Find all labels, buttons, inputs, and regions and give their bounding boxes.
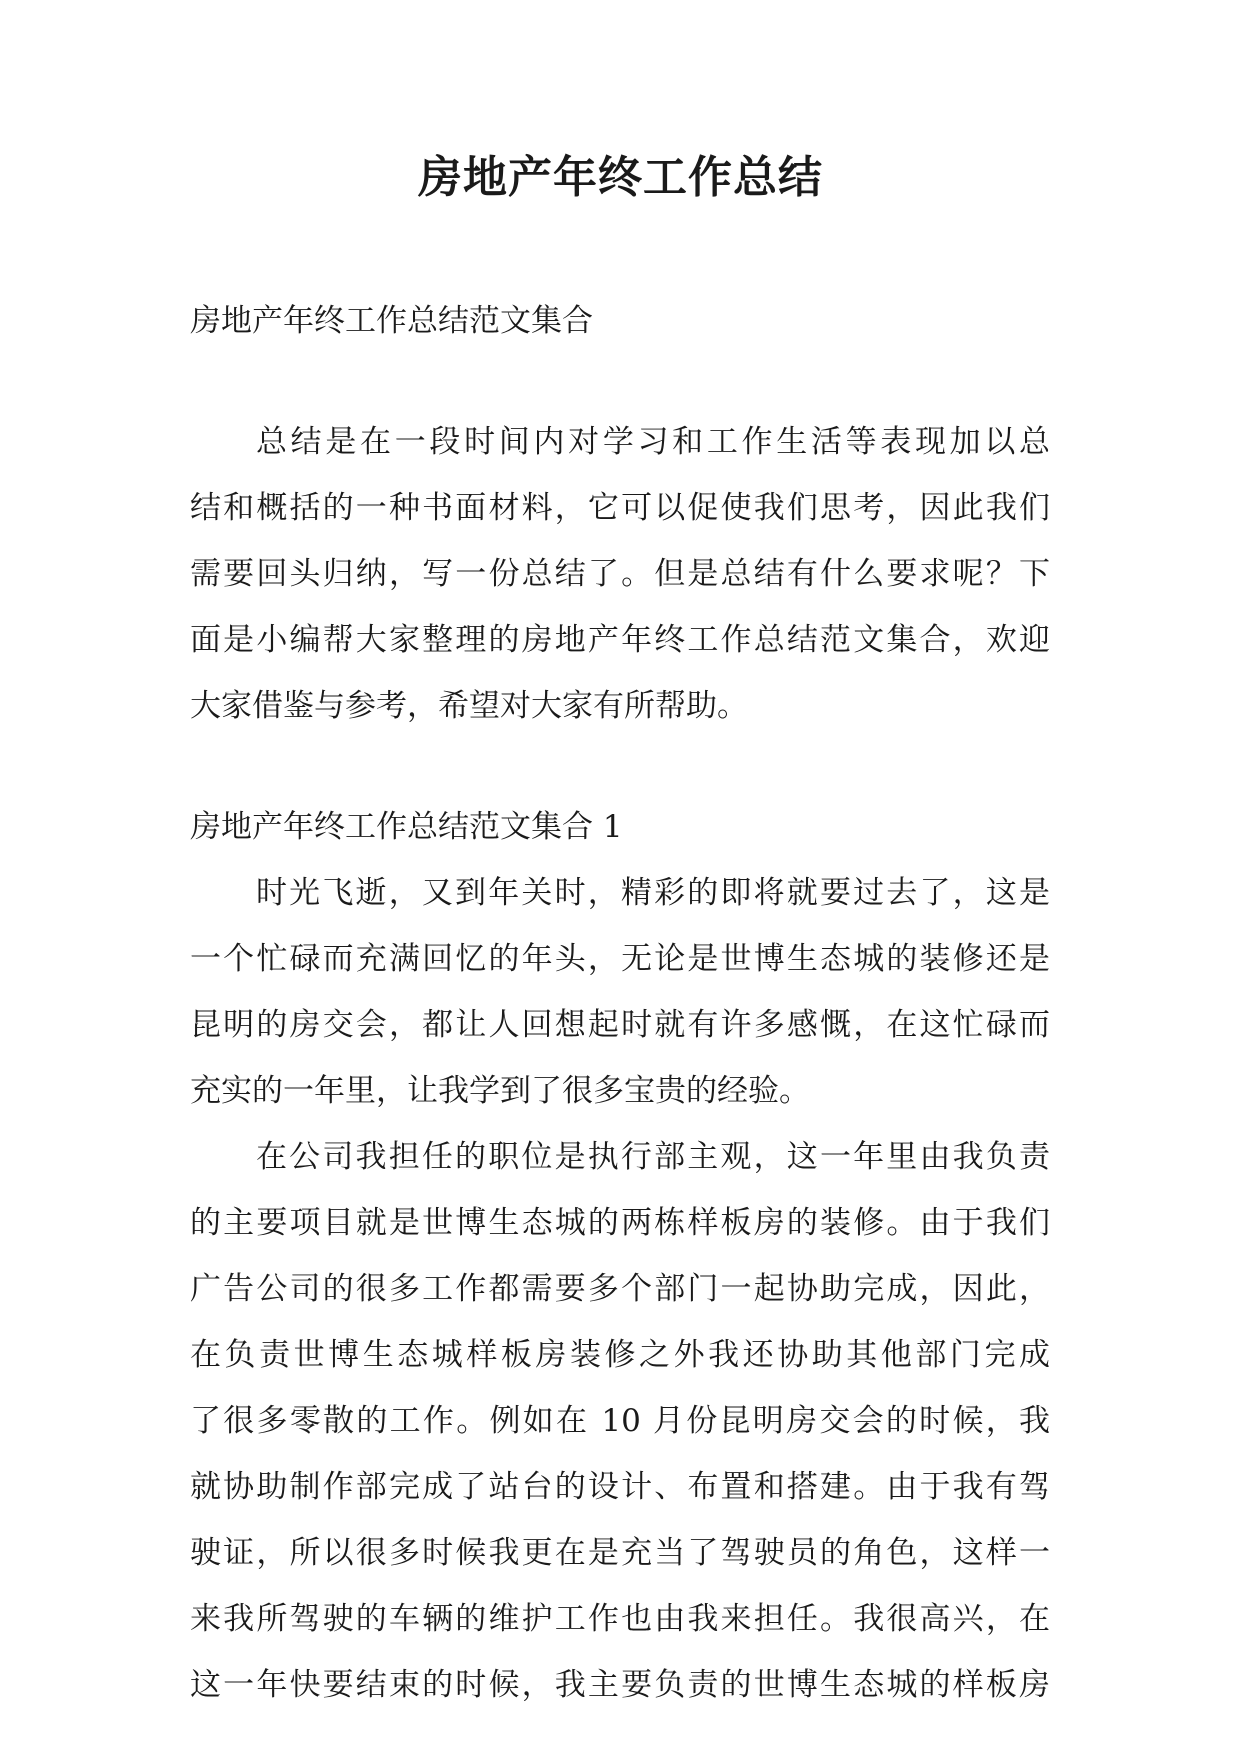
subtitle: 房地产年终工作总结范文集合: [190, 303, 593, 339]
spacer: [190, 354, 1050, 409]
paragraph-line: 时光飞逝，又到年关时，精彩的即将就要过去了，这是: [256, 875, 1050, 911]
paragraph-line: 广告公司的很多工作都需要多个部门一起协助完成，因此，: [190, 1271, 1050, 1307]
intro-line: 结和概括的一种书面材料，它可以促使我们思考，因此我们: [190, 490, 1050, 526]
intro-paragraph: [190, 409, 1050, 739]
paragraph-line: 昆明的房交会，都让人回想起时就有许多感慨，在这忙碌而: [190, 1007, 1050, 1043]
spacer: [190, 739, 1050, 794]
paragraph-1: [190, 860, 1050, 1124]
section-heading: 房地产年终工作总结范文集合 1: [190, 809, 623, 845]
intro-line: 总结是在一段时间内对学习和工作生活等表现加以总: [256, 424, 1050, 460]
paragraph-line: 了很多零散的工作。例如在 10 月份昆明房交会的时候，我: [190, 1403, 1050, 1439]
paragraph-line: 来我所驾驶的车辆的维护工作也由我来担任。我很高兴，在: [190, 1601, 1050, 1637]
document-title: 房地产年终工作总结: [418, 152, 823, 203]
intro-line: 需要回头归纳，写一份总结了。但是总结有什么要求呢？下: [190, 556, 1050, 592]
paragraph-2: [190, 1124, 1050, 1718]
paragraph-line: 一个忙碌而充满回忆的年头，无论是世博生态城的装修还是: [190, 941, 1050, 977]
paragraph-line: 在负责世博生态城样板房装修之外我还协助其他部门完成: [190, 1337, 1050, 1373]
paragraph-line: 的主要项目就是世博生态城的两栋样板房的装修。由于我们: [190, 1205, 1050, 1241]
paragraph-line: 就协助制作部完成了站台的设计、布置和搭建。由于我有驾: [190, 1469, 1050, 1505]
intro-line: 大家借鉴与参考，希望对大家有所帮助。: [190, 688, 748, 724]
paragraph-line: 这一年快要结束的时候，我主要负责的世博生态城的样板房: [190, 1667, 1050, 1703]
document-body: [190, 288, 1050, 1718]
paragraph-line: 充实的一年里，让我学到了很多宝贵的经验。: [190, 1073, 810, 1109]
intro-line: 面是小编帮大家整理的房地产年终工作总结范文集合，欢迎: [190, 622, 1050, 658]
paragraph-line: 在公司我担任的职位是执行部主观，这一年里由我负责: [256, 1139, 1050, 1175]
paragraph-line: 驶证，所以很多时候我更在是充当了驾驶员的角色，这样一: [190, 1535, 1050, 1571]
